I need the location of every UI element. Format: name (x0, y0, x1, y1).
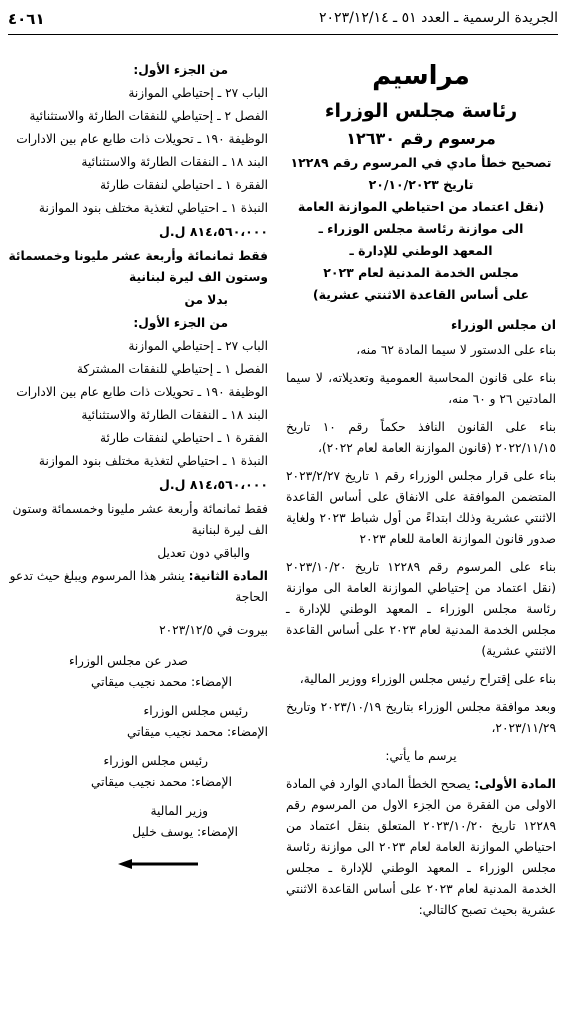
part-heading: من الجزء الأول: (133, 316, 228, 330)
budget-line: النبذة ١ ـ احتياطي لتغذية مختلف بنود الموازنة (38, 454, 268, 468)
left-column (6, 60, 268, 873)
decrees-label: يرسم ما يأتي: (385, 749, 457, 763)
preamble-paragraph: بناء على المرسوم رقم ١٢٢٨٩ تاريخ ٢٠٢٣/١٠/٢٠ (نقل اعتماد من إحتياطي الموازنة العامة الى موازنة رئاسة مجلس الوزراء ـ المعهد الوطني للإدارة ـ مجلس الخدمة المدنية لعام ٢٠٢٣ على أساس القاعدة الاثنتي عشرية) (286, 560, 557, 658)
subject-line-7: على أساس القاعدة الاثنتي عشرية) (312, 287, 530, 302)
budget-line: الباب ٢٧ ـ إحتياطي الموازنة (128, 86, 268, 100)
signature-block (6, 701, 268, 743)
budget-line: البند ١٨ ـ النفقات الطارئة والاستثنائية (81, 408, 268, 422)
subject-line-4: الى موازنة رئاسة مجلس الوزراء ـ (318, 221, 524, 236)
signature: الإمضاء: محمد نجيب ميقاتي (127, 725, 268, 739)
signature-block (6, 801, 268, 843)
budget-line: البند ١٨ ـ النفقات الطارئة والاستثنائية (81, 155, 268, 169)
article-1-label: المادة الأولى: (474, 777, 556, 791)
preamble-paragraph: بناء على إقتراح رئيس مجلس الوزراء ووزير المالية، (299, 672, 556, 686)
budget-line: الوظيفة ١٩٠ ـ تحويلات ذات طابع عام بين الادارات (16, 385, 268, 399)
preamble-paragraph: وبعد موافقة مجلس الوزراء بتاريخ ٢٠٢٣/١٠/١٩ وتاريخ ٢٠٢٣/١١/٢٩، (286, 700, 556, 735)
page-number: ٤٠٦١ (8, 10, 45, 28)
budget-line: الباب ٢٧ ـ إحتياطي الموازنة (128, 339, 268, 353)
budget-line: النبذة ١ ـ احتياطي لتغذية مختلف بنود الموازنة (38, 201, 268, 215)
end-arrow-icon (118, 859, 198, 869)
budget-line: الفقرة ١ ـ احتياطي لنفقات طارئة (99, 431, 268, 445)
amount-figure: ٨١٤،٥٦٠،٠٠٠ ل.ل (159, 224, 268, 239)
subject-line-3: (نقل اعتماد من احتياطي الموازنة العامة (297, 199, 545, 214)
remainder-note: والباقي دون تعديل (157, 546, 250, 560)
official-title: وزير المالية (150, 804, 208, 818)
signature-block (6, 751, 268, 793)
section-title: مراسيم (372, 61, 470, 91)
budget-line: الفصل ١ ـ إحتياطي للنفقات المشتركة (76, 362, 268, 376)
article-2-text: ينشر هذا المرسوم ويبلغ حيث تدعو الحاجة (9, 569, 268, 604)
part-heading: من الجزء الأول: (133, 63, 228, 77)
amount-in-words: فقط ثمانمائة وأربعة عشر مليونا وخمسمائة وستون الف ليرة لبنانية (8, 249, 268, 284)
preamble-paragraph: بناء على قانون المحاسبة العمومية وتعديلاته، لا سيما المادتين ٢٦ و ٦٠ منه، (286, 371, 556, 406)
official-title: رئيس مجلس الوزراء (103, 754, 208, 768)
article-1 (286, 774, 556, 921)
subject-line-6: مجلس الخدمة المدنية لعام ٢٠٢٣ (323, 265, 519, 280)
article-2 (6, 566, 268, 608)
preamble-paragraph: بناء على الدستور لا سيما المادة ٦٢ منه، (356, 343, 556, 357)
amount-in-words: فقط ثمانمائة وأربعة عشر مليونا وخمسمائة وستون الف ليرة لبنانية (12, 502, 268, 537)
budget-line: الوظيفة ١٩٠ ـ تحويلات ذات طابع عام بين الادارات (16, 132, 268, 146)
preamble-paragraph: بناء على قرار مجلس الوزراء رقم ١ تاريخ ٢٠٢٣/٢/٢٧ المتضمن الموافقة على الانفاق على أساس القاعدة الاثنتي عشرية وذلك ابتداءً من أول شباط ٢٠٢٣ ولغاية صدور قانون الموازنة العامة للعام ٢٠٢٣ (286, 469, 557, 546)
place-date: بيروت في ٢٠٢٣/١٢/٥ (159, 623, 268, 637)
budget-line: الفصل ٢ ـ إحتياطي للنفقات الطارئة والاستثنائية (29, 109, 268, 123)
subject-line-2: تاريخ ٢٠/١٠/٢٠٢٣ (368, 177, 474, 192)
signature: الإمضاء: محمد نجيب ميقاتي (91, 675, 232, 689)
signature-block (6, 651, 268, 693)
gazette-issue-line: الجريدة الرسمية ـ العدد ٥١ ـ ٢٠٢٣/١٢/١٤ (319, 10, 558, 26)
right-column (286, 60, 556, 928)
signature: الإمضاء: محمد نجيب ميقاتي (91, 775, 232, 789)
issued-by: صدر عن مجلس الوزراء (68, 654, 188, 668)
amount-figure: ٨١٤،٥٦٠،٠٠٠ ل.ل (159, 477, 268, 492)
subject-line-5: المعهد الوطني للإدارة ـ (349, 243, 493, 258)
instead-of-label: بدلا من (184, 293, 228, 307)
budget-line: الفقرة ١ ـ احتياطي لنفقات طارئة (99, 178, 268, 192)
preamble-lead: ان مجلس الوزراء (450, 317, 556, 332)
signature: الإمضاء: يوسف خليل (132, 825, 238, 839)
page-header (8, 10, 558, 35)
article-2-label: المادة الثانية: (188, 569, 268, 583)
subject-line-1: تصحيح خطأ مادي في المرسوم رقم ١٢٢٨٩ (290, 155, 552, 170)
preamble-paragraph: بناء على القانون النافذ حكماً رقم ١٠ تاريخ ٢٠٢٢/١١/١٥ (قانون الموازنة العامة لعام ٢٠٢٢)، (286, 420, 556, 455)
official-title: رئيس مجلس الوزراء (143, 704, 248, 718)
article-1-text: يصحح الخطأ المادي الوارد في المادة الاولى من الفقرة من الجزء الاول من المرسوم رقم ١٢٢٨٩ تاريخ ٢٠٢٣/١٠/٢٠ المتعلق بنقل اعتماد من احتياطي الموازنة العامة لعام ٢٠٢٣ الى موازنة رئاسة مجلس الوزراء ـ المعهد الوطني للإدارة ـ مجلس الخدمة المدنية لعام ٢٠٢٣ على أساس القاعدة الاثنتي عشرية بحيث تصبح كالتالي: (285, 777, 557, 917)
decree-number: مرسوم رقم ١٢٦٣٠ (346, 129, 496, 148)
authority-heading: رئاسة مجلس الوزراء (324, 100, 518, 122)
